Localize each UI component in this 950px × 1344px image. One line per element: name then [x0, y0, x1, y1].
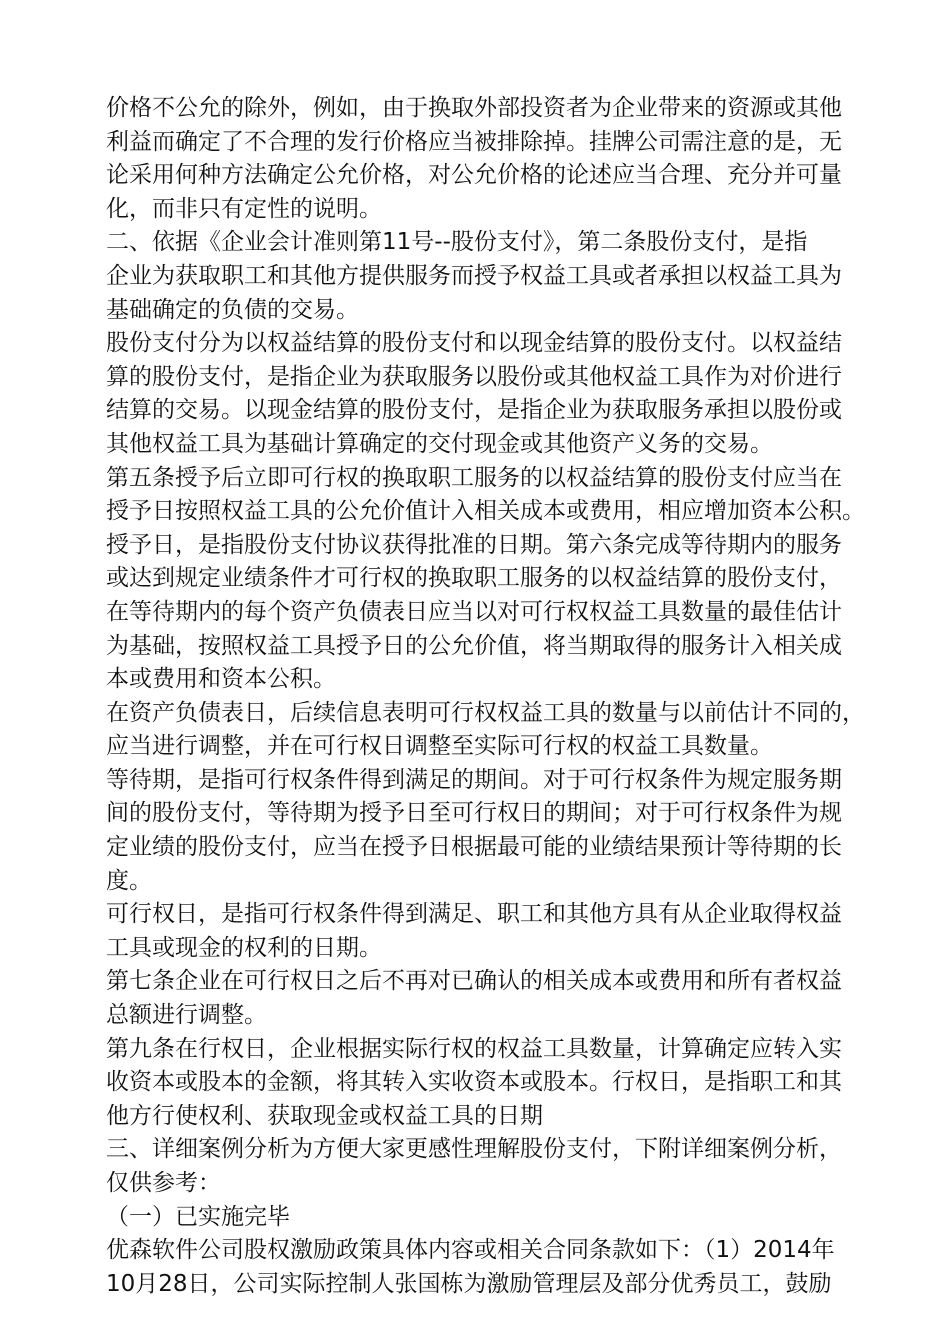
- text-line: 算的股份支付，是指企业为获取服务以股份或其他权益工具作为对价进行: [106, 363, 842, 390]
- text-line: 仅供参考：: [106, 1170, 221, 1196]
- text-line: 利益而确定了不合理的发行价格应当被排除掉。挂牌公司需注意的是，无: [106, 128, 842, 155]
- text-line: 价格不公允的除外，例如，由于换取外部投资者为企业带来的资源或其他: [106, 95, 842, 121]
- text-line: 二、依据《企业会计准则第11号--股份支付》，第二条股份支付，是指: [106, 229, 808, 256]
- text-line: 第七条企业在可行权日之后不再对已确认的相关成本或费用和所有者权益: [106, 968, 842, 995]
- text-line: 化，而非只有定性的说明。: [106, 195, 382, 222]
- text-line: 论采用何种方法确定公允价格，对公允价格的论述应当合理、充分并可量: [106, 162, 842, 189]
- text-line: 其他权益工具为基础计算确定的交付现金或其他资产义务的交易。: [106, 430, 773, 457]
- text-line: 或达到规定业绩条件才可行权的换取职工服务的以权益结算的股份支付，: [106, 565, 842, 592]
- text-line: 收资本或股本的金额，将其转入实收资本或股本。行权日，是指职工和其: [106, 1069, 842, 1096]
- text-line: 企业为获取职工和其他方提供服务而授予权益工具或者承担以权益工具为: [106, 262, 842, 289]
- text-line: 可行权日，是指可行权条件得到满足、职工和其他方具有从企业取得权益: [106, 901, 842, 928]
- text-line: 基础确定的负债的交易。: [106, 296, 359, 323]
- text-line: 授予日按照权益工具的公允价值计入相关成本或费用，相应增加资本公积。: [106, 498, 865, 525]
- text-line: 等待期，是指可行权条件得到满足的期间。对于可行权条件为规定服务期: [106, 766, 842, 793]
- text-line: 总额进行调整。: [106, 1002, 267, 1029]
- text-line: 在等待期内的每个资产负债表日应当以对可行权权益工具数量的最佳估计: [106, 598, 842, 625]
- text-line: （一）已实施完毕: [106, 1203, 290, 1230]
- text-line: 他方行使权利、获取现金或权益工具的日期: [106, 1102, 543, 1129]
- text-line: 间的股份支付，等待期为授予日至可行权日的期间；对于可行权条件为规: [106, 800, 842, 827]
- document-body: [106, 92, 886, 1301]
- text-line: 第五条授予后立即可行权的换取职工服务的以权益结算的股份支付应当在: [106, 464, 842, 491]
- text-line: 定业绩的股份支付，应当在授予日根据最可能的业绩结果预计等待期的长: [106, 834, 842, 861]
- text-line: 优森软件公司股权激励政策具体内容或相关合同条款如下：（1）2014年: [106, 1237, 835, 1264]
- text-line: 在资产负债表日，后续信息表明可行权权益工具的数量与以前估计不同的，: [106, 699, 865, 726]
- text-line: 度。: [106, 867, 152, 894]
- text-line: 10月28日，公司实际控制人张国栋为激励管理层及部分优秀员工，鼓励: [106, 1270, 832, 1297]
- text-line: 应当进行调整，并在可行权日调整至实际可行权的权益工具数量。: [106, 733, 773, 760]
- text-line: 为基础，按照权益工具授予日的公允价值，将当期取得的服务计入相关成: [106, 632, 842, 659]
- text-line: 本或费用和资本公积。: [106, 666, 336, 693]
- text-line: 第九条在行权日，企业根据实际行权的权益工具数量，计算确定应转入实: [106, 1035, 842, 1062]
- text-line: 股份支付分为以权益结算的股份支付和以现金结算的股份支付。以权益结: [106, 330, 842, 357]
- text-line: 结算的交易。以现金结算的股份支付，是指企业为获取服务承担以股份或: [106, 397, 842, 424]
- text-line: 授予日，是指股份支付协议获得批准的日期。第六条完成等待期内的服务: [106, 531, 842, 558]
- text-line: 三、详细案例分析为方便大家更感性理解股份支付，下附详细案例分析，: [106, 1136, 842, 1163]
- text-line: 工具或现金的权利的日期。: [106, 934, 382, 961]
